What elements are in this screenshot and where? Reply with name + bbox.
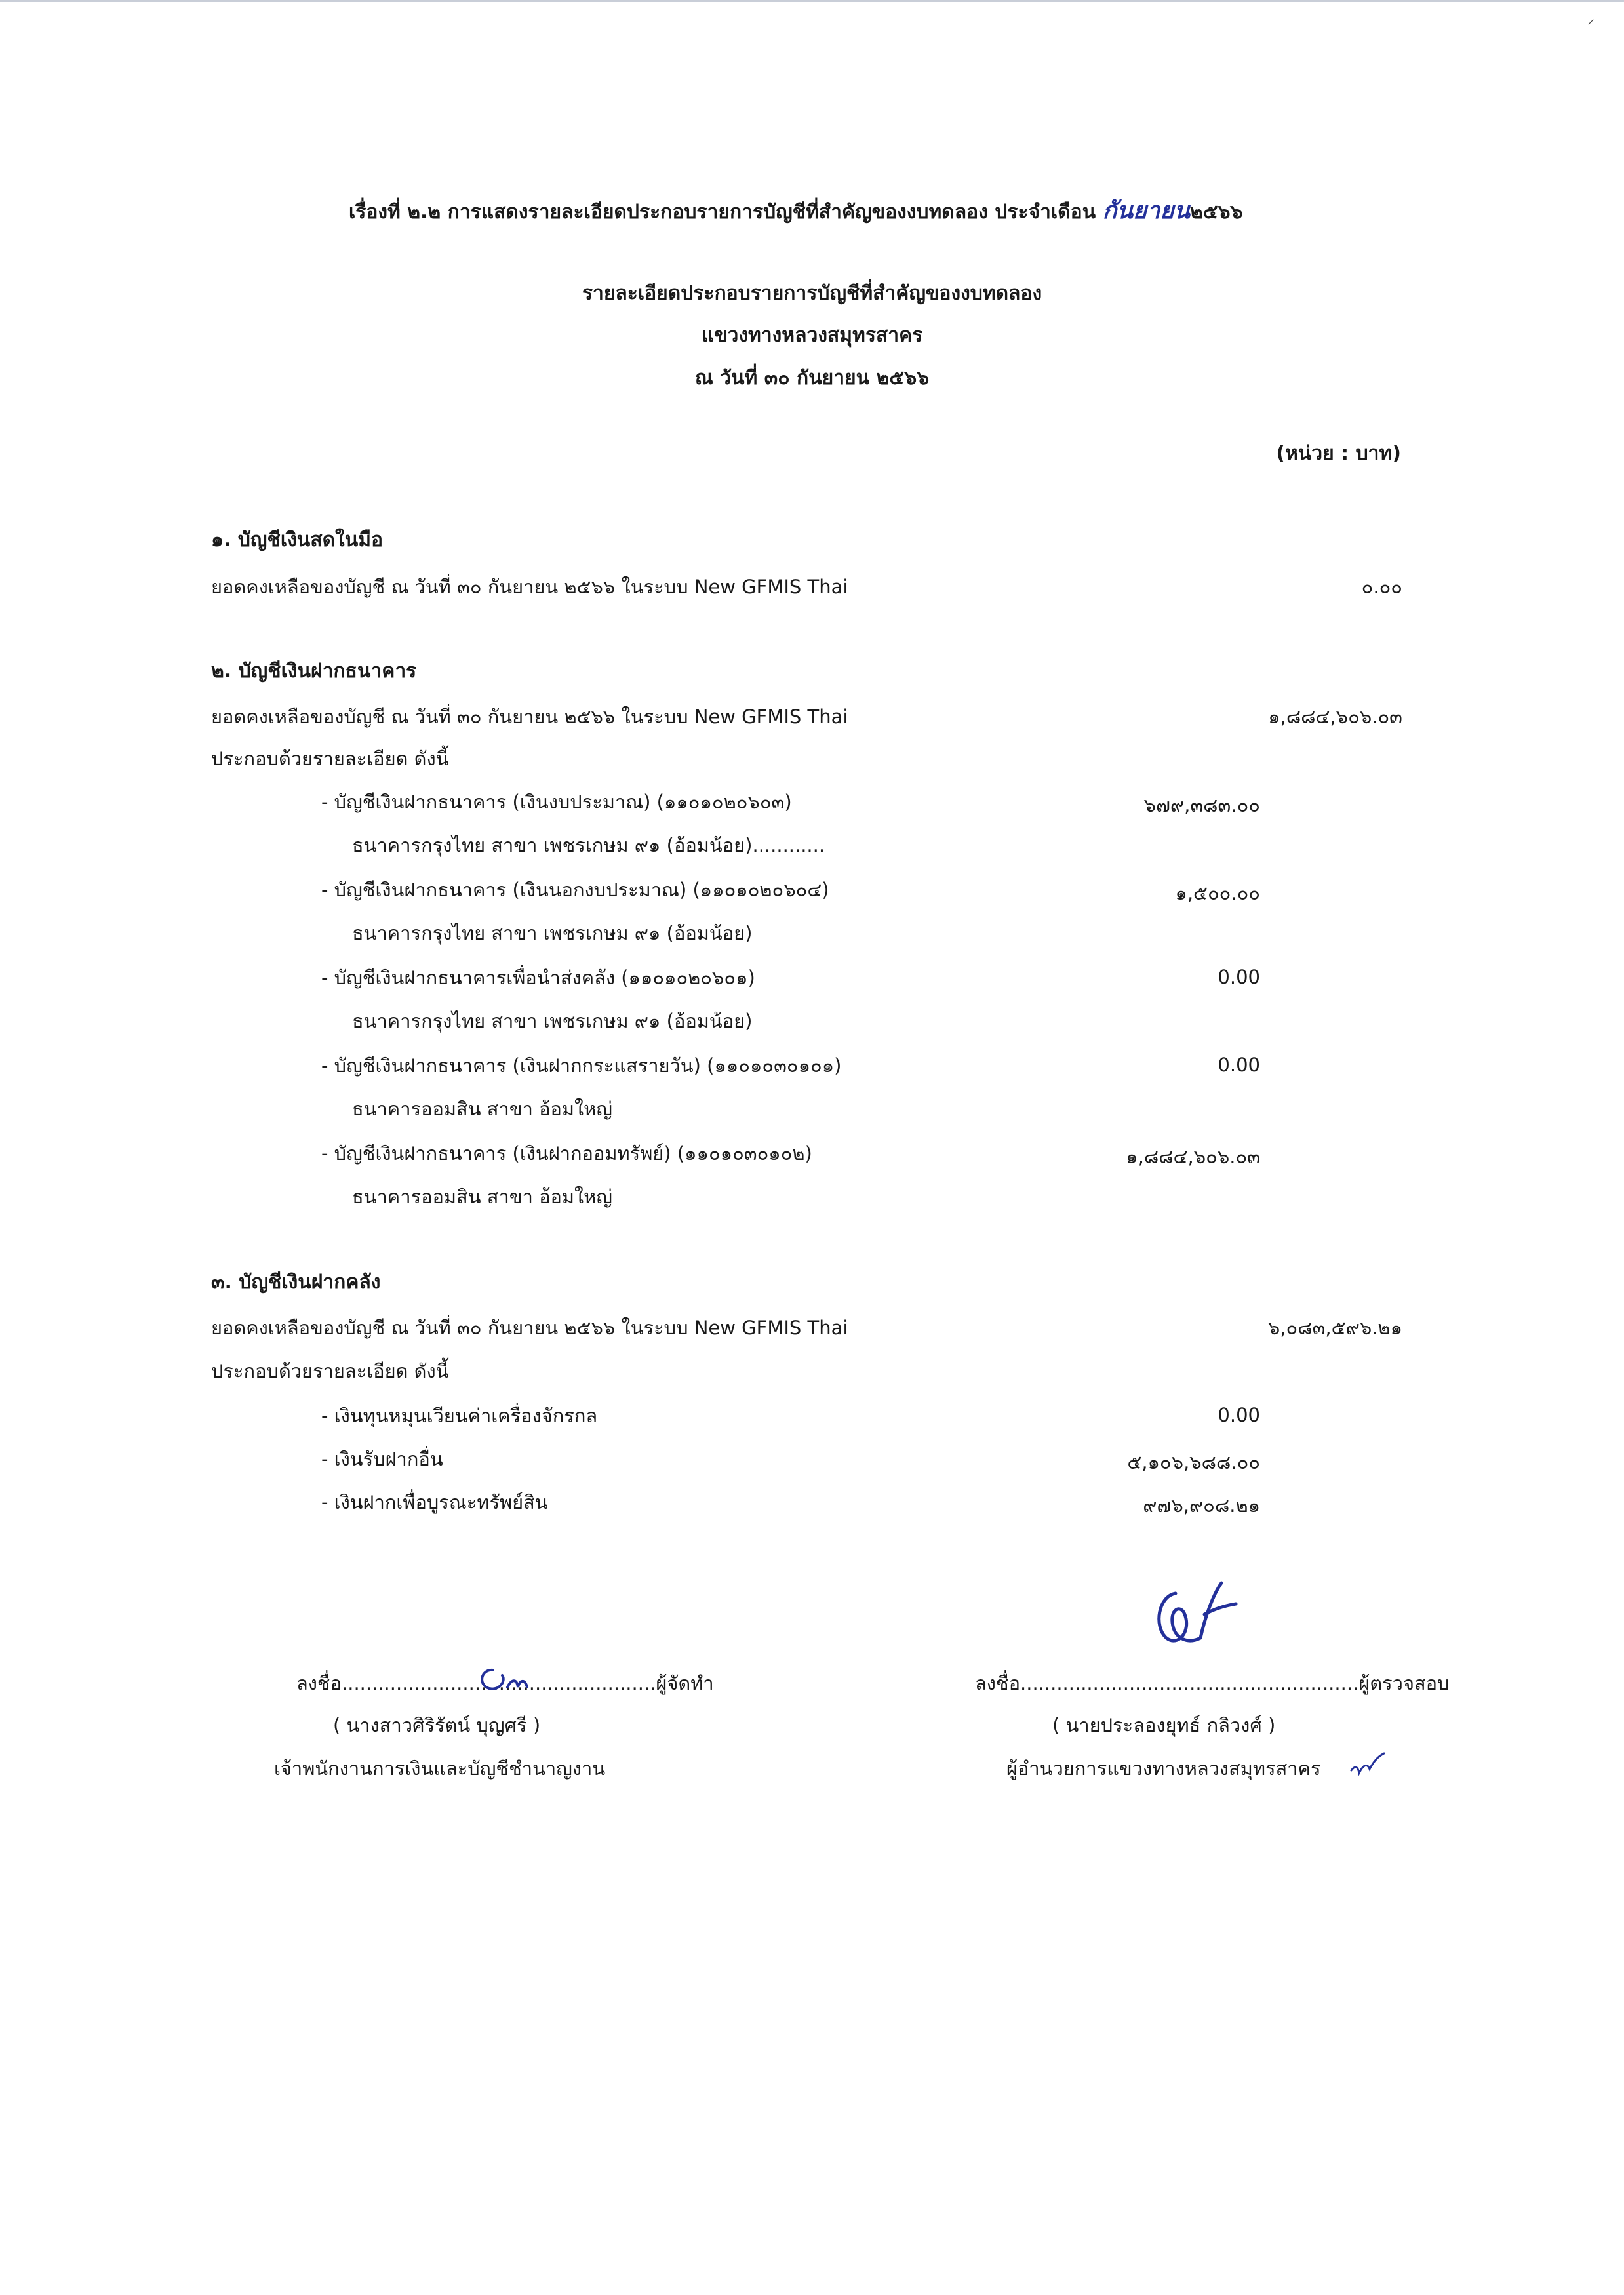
topic-heading-text: เรื่องที่ ๒.๒ การแสดงรายละเอียดประกอบรายการบัญชีที่สำคัญของงบทดลอง ประจำเดือน	[349, 201, 1096, 224]
reviewer-name: ( นายประลองยุทธ์ กลิวงศ์ )	[1052, 1714, 1276, 1736]
preparer-role: ผู้จัดทำ	[656, 1672, 714, 1694]
check-mark-scribble	[1347, 1751, 1387, 1780]
section1-heading: ๑. บัญชีเงินสดในมือ	[211, 529, 384, 551]
section3-item-label: - เงินฝากเพื่อบูรณะทรัพย์สิน	[321, 1491, 548, 1513]
reviewer-sign-line	[975, 1668, 1449, 1698]
preparer-sign-prefix: ลงชื่อ	[296, 1672, 342, 1694]
section3-heading: ๓. บัญชีเงินฝากคลัง	[211, 1271, 381, 1294]
corner-mark: ⸍	[1587, 17, 1594, 33]
section2-balance-label: ยอดคงเหลือของบัญชี ณ วันที่ ๓๐ กันยายน ๒๕๖๖ ในระบบ New GFMIS Thai	[211, 706, 848, 728]
report-title-line3: ณ วันที่ ๓๐ กันยายน ๒๕๖๖	[694, 367, 930, 389]
section2-item-bank: ธนาคารกรุงไทย สาขา เพชรเกษม ๙๑ (อ้อมน้อย)............	[352, 834, 825, 856]
section2-detail-intro: ประกอบด้วยรายละเอียด ดังนี้	[211, 748, 449, 770]
section2-item-bank: ธนาคารกรุงไทย สาขา เพชรเกษม ๙๑ (อ้อมน้อย)	[352, 922, 753, 944]
reviewer-signature-scribble	[1144, 1574, 1242, 1659]
preparer-name: ( นางสาวศิริรัตน์ บุญศรี )	[333, 1714, 541, 1736]
preparer-signature-scribble	[473, 1658, 545, 1704]
unit-label: (หน่วย : บาท)	[1276, 442, 1401, 465]
section3-item-label: - เงินทุนหมุนเวียนค่าเครื่องจักรกล	[321, 1405, 598, 1427]
preparer-position: เจ้าพนักงานการเงินและบัญชีชำนาญงาน	[274, 1757, 606, 1780]
section2-balance-value: ๑,๘๘๔,๖๐๖.๐๓	[1268, 706, 1402, 728]
reviewer-position: ผู้อำนวยการแขวงทางหลวงสมุทรสาคร	[1006, 1757, 1321, 1780]
section3-item-value: ๙๗๖,๙๐๘.๒๑	[1143, 1494, 1260, 1517]
section3-detail-intro: ประกอบด้วยรายละเอียด ดังนี้	[211, 1360, 449, 1382]
reviewer-role: ผู้ตรวจสอบ	[1358, 1672, 1450, 1694]
topic-heading	[349, 191, 1243, 229]
section3-item-value: ๕,๑๐๖,๖๘๘.๐๐	[1127, 1451, 1260, 1473]
report-title-line2: แขวงทางหลวงสมุทรสาคร	[701, 324, 923, 347]
preparer-sign-dots-right: ............................	[486, 1672, 656, 1694]
report-title-line1: รายละเอียดประกอบรายการบัญชีที่สำคัญของงบทดลอง	[582, 282, 1042, 305]
section2-item-bank: ธนาคารออมสิน สาขา อ้อมใหญ่	[352, 1098, 613, 1120]
reviewer-sign-dots: ........................................................	[1020, 1672, 1359, 1694]
section2-item-value: 0.00	[1218, 966, 1260, 988]
preparer-sign-dots-left: ........................	[342, 1672, 487, 1694]
section2-item-bank: ธนาคารกรุงไทย สาขา เพชรเกษม ๙๑ (อ้อมน้อย)	[352, 1010, 753, 1032]
scan-edge	[0, 0, 1624, 2]
section2-item-label: - บัญชีเงินฝากธนาคาร (เงินฝากกระแสรายวัน) (๑๑๐๑๐๓๐๑๐๑)	[321, 1054, 842, 1077]
topic-year: ๒๕๖๖	[1190, 201, 1243, 224]
section3-item-value: 0.00	[1218, 1404, 1260, 1426]
section3-item-label: - เงินรับฝากอื่น	[321, 1448, 443, 1470]
section2-item-value: ๖๗๙,๓๘๓.๐๐	[1143, 794, 1260, 816]
section3-balance-value: ๖,๐๘๓,๕๙๖.๒๑	[1267, 1317, 1402, 1339]
section3-balance-label: ยอดคงเหลือของบัญชี ณ วันที่ ๓๐ กันยายน ๒๕๖๖ ในระบบ New GFMIS Thai	[211, 1317, 848, 1339]
section1-balance-value: ๐.๐๐	[1361, 576, 1402, 598]
section1-balance-label: ยอดคงเหลือของบัญชี ณ วันที่ ๓๐ กันยายน ๒๕๖๖ ในระบบ New GFMIS Thai	[211, 576, 848, 598]
section2-item-label: - บัญชีเงินฝากธนาคารเพื่อนำส่งคลัง (๑๑๐๑๐๒๐๖๐๑)	[321, 967, 755, 989]
handwritten-month: กันยายน	[1102, 197, 1191, 224]
section2-item-value: ๑,๘๘๔,๖๐๖.๐๓	[1126, 1146, 1260, 1168]
section2-heading: ๒. บัญชีเงินฝากธนาคาร	[211, 660, 417, 683]
section2-item-label: - บัญชีเงินฝากธนาคาร (เงินนอกงบประมาณ) (๑๑๐๑๐๒๐๖๐๔)	[321, 879, 829, 901]
section2-item-value: ๑,๕๐๐.๐๐	[1175, 882, 1260, 904]
section2-item-label: - บัญชีเงินฝากธนาคาร (เงินงบประมาณ) (๑๑๐๑๐๒๐๖๐๓)	[321, 791, 792, 813]
reviewer-sign-prefix: ลงชื่อ	[975, 1672, 1021, 1694]
section2-item-bank: ธนาคารออมสิน สาขา อ้อมใหญ่	[352, 1186, 613, 1208]
section2-item-value: 0.00	[1218, 1054, 1260, 1076]
preparer-sign-line	[296, 1668, 714, 1698]
section2-item-label: - บัญชีเงินฝากธนาคาร (เงินฝากออมทรัพย์) (๑๑๐๑๐๓๐๑๐๒)	[321, 1142, 812, 1165]
